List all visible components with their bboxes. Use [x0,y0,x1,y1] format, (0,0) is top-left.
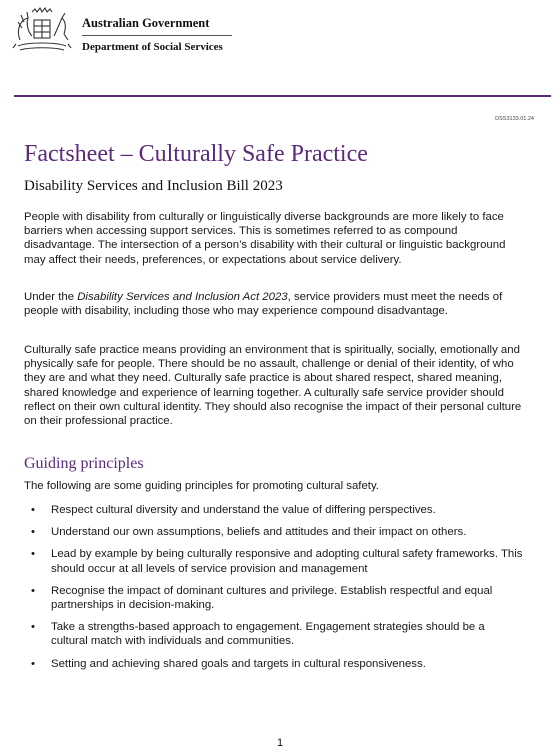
page-subtitle: Disability Services and Inclusion Bill 2023 [24,178,283,194]
header-separator [82,35,232,36]
principles-list [24,503,524,679]
act-paragraph-end: , service providers must meet the needs of people with disability, including those who may experience compound disadvantage. [24,291,503,318]
bullet-icon: • [31,657,35,670]
list-item-text: Understand our own assumptions, beliefs and attitudes and their impact on others. [51,526,467,539]
bullet-icon: • [31,621,35,634]
list-item [24,584,524,612]
list-item [24,547,524,575]
bullet-icon: • [31,548,35,561]
list-item [24,503,524,517]
page-title: Factsheet – Culturally Safe Practice [24,141,368,167]
page-header [10,6,550,62]
list-item-text: Take a strengths-based approach to engagement. Engagement strategies should be a cultural match with individuals and communities. [51,621,485,648]
list-item [24,525,524,539]
header-rule [14,95,551,97]
list-item-text: Lead by example by being culturally responsive and adopting cultural safety frameworks. This should occur at all levels of service provision and management [51,548,523,575]
bullet-icon: • [31,504,35,516]
bullet-icon: • [31,526,35,539]
coat-of-arms-icon [10,6,74,56]
section-intro: The following are some guiding principles for promoting cultural safety. [24,480,379,492]
department-name: Department of Social Services [82,41,223,53]
list-item-text: Recognise the impact of dominant cultures and privilege. Establish respectful and equal partnerships in decision-making. [51,584,493,612]
list-item [24,620,524,648]
act-paragraph-start: Under the [24,291,78,303]
act-name: Disability Services and Inclusion Act 2023 [77,291,288,303]
safe-practice-paragraph: Culturally safe practice means providing an environment that is spiritually, socially, emotionally and physically safe for people. There should be no assault, challenge or denial of their identity, of who they are and what they need. Culturally safe practice is about shared respect, shared meaning, shared knowledge and experience of learning together. A culturally safe service provider should reflect on their own cultural identity. They should also recognise the impact of their personal culture on their professional practice. [24,344,522,428]
page-number: 1 [276,737,284,749]
list-item-text: Setting and achieving shared goals and targets in cultural responsiveness. [51,657,426,670]
bullet-icon: • [31,584,35,597]
list-item [24,657,524,671]
intro-paragraph: People with disability from culturally or linguistically diverse backgrounds are more likely to face barriers when accessing support services. This is sometimes referred to as compound disadvantage. The intersection of a person’s disability with their cultural or linguistic background may affect their needs, preferences, or expectations about service delivery. [24,211,506,266]
section-heading: Guiding principles [24,455,144,472]
list-item-text: Respect cultural diversity and understand the value of differing perspectives. [51,504,436,516]
document-number: DSS3133.01.24 [495,116,534,122]
act-paragraph [24,290,524,318]
government-name: Australian Government [82,16,210,30]
